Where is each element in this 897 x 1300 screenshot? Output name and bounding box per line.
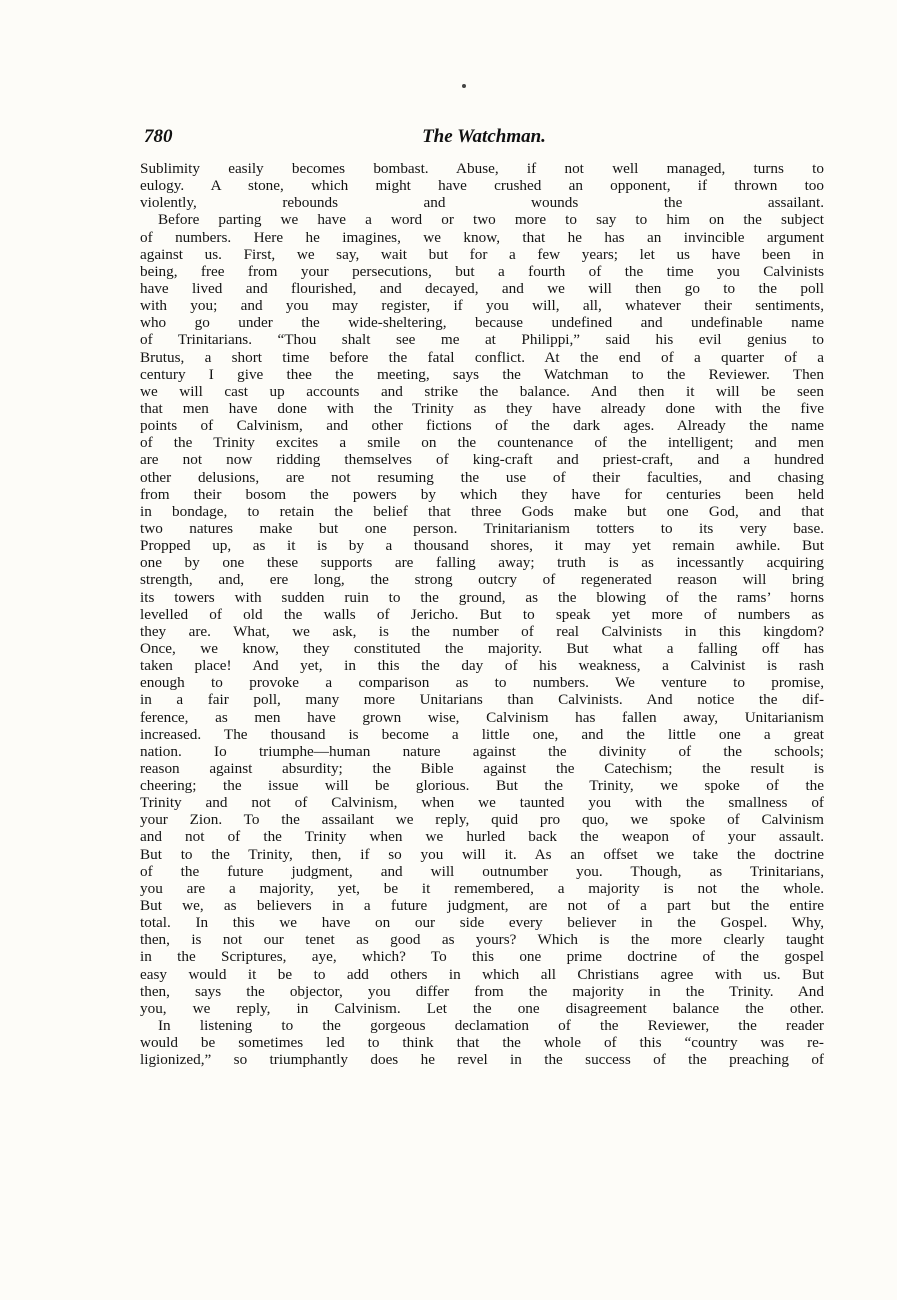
text-line: ference, as men have grown wise, Calvinism has fallen away, Unitarianism: [140, 708, 824, 726]
text-line: Trinity and not of Calvinism, when we taunted you with the smallness of: [140, 794, 824, 812]
text-line: But we, as believers in a future judgment, are not of a part but the entire: [140, 897, 824, 915]
text-line: of numbers. Here he imagines, we know, that he has an invincible argument: [140, 228, 824, 246]
text-line: Brutus, a short time before the fatal conflict. At the end of a quarter of a: [140, 348, 824, 366]
text-line: eulogy. A stone, which might have crushed an opponent, if thrown too: [140, 177, 824, 195]
text-line: have lived and flourished, and decayed, and we will then go to the poll: [140, 279, 824, 297]
text-line: they are. What, we ask, is the number of real Calvinists in this kingdom?: [140, 622, 824, 640]
text-line: your Zion. To the assailant we reply, quid pro quo, we spoke of Calvinism: [140, 811, 824, 829]
text-line: two natures make but one person. Trinitarianism totters to its very base.: [140, 519, 824, 537]
text-line: increased. The thousand is become a little one, and the little one a great: [140, 725, 824, 743]
text-line: easy would it be to add others in which all Christians agree with us. But: [140, 965, 824, 983]
text-line: other delusions, are not resuming the use of their faculties, and chasing: [140, 468, 824, 486]
text-line: we will cast up accounts and strike the balance. And then it will be seen: [140, 382, 824, 400]
text-line: of Trinitarians. “Thou shalt see me at Philippi,” said his evil genius to: [140, 331, 824, 349]
text-line: total. In this we have on our side every believer in the Gospel. Why,: [140, 914, 824, 932]
text-line: Sublimity easily becomes bombast. Abuse, if not well managed, turns to: [140, 160, 824, 177]
text-line: century I give thee the meeting, says the Watchman to the Reviewer. Then: [140, 365, 824, 383]
text-line: in the Scriptures, aye, which? To this one prime doctrine of the gospel: [140, 948, 824, 966]
text-line: in a fair poll, many more Unitarians than Calvinists. And notice the dif-: [140, 691, 824, 709]
text-line: who go under the wide-sheltering, because undefined and undefinable name: [140, 314, 824, 332]
text-line: reason against absurdity; the Bible against the Catechism; the result is: [140, 759, 824, 777]
text-line: then, says the objector, you differ from the majority in the Trinity. And: [140, 982, 824, 1000]
text-line: Propped up, as it is by a thousand shores, it may yet remain awhile. But: [140, 537, 824, 555]
text-line: In listening to the gorgeous declamation of the Reviewer, the reader: [158, 1017, 824, 1035]
text-line: and not of the Trinity when we hurled back the weapon of your assault.: [140, 828, 824, 846]
body-text: [140, 160, 824, 1068]
text-line: of the Trinity excites a smile on the countenance of the intelligent; and men: [140, 434, 824, 452]
text-line: enough to provoke a comparison as to numbers. We venture to promise,: [140, 674, 824, 692]
text-line: Before parting we have a word or two more to say to him on the subject: [158, 211, 824, 229]
text-line: in bondage, to retain the belief that three Gods make but one God, and that: [140, 502, 824, 520]
text-line: are not now ridding themselves of king-craft and priest-craft, and a hundred: [140, 451, 824, 469]
text-line: that men have done with the Trinity as they have already done with the five: [140, 399, 824, 417]
text-line: with you; and you may register, if you will, all, whatever their sentiments,: [140, 297, 824, 315]
text-line: then, is not our tenet as good as yours? Which is the more clearly taught: [140, 931, 824, 949]
ink-speck: [462, 84, 466, 88]
text-line: violently, rebounds and wounds the assailant.: [140, 194, 824, 212]
text-line: nation. Io triumphe—human nature against the divinity of the schools;: [140, 742, 824, 760]
text-line: of the future judgment, and will outnumber you. Though, as Trinitarians,: [140, 862, 824, 880]
text-line: cheering; the issue will be glorious. But the Trinity, we spoke of the: [140, 777, 824, 795]
text-line: you are a majority, yet, be it remembered, a majority is not the whole.: [140, 879, 824, 897]
text-line: points of Calvinism, and other fictions of the dark ages. Already the name: [140, 417, 824, 435]
text-line: being, free from your persecutions, but a fourth of the time you Calvinists: [140, 262, 824, 280]
text-line: its towers with sudden ruin to the ground, as the blowing of the rams’ horns: [140, 588, 824, 606]
running-head: [144, 126, 824, 154]
text-line: Once, we know, they constituted the majority. But what a falling off has: [140, 639, 824, 657]
page-number: 780: [144, 126, 173, 147]
text-line: against us. First, we say, wait but for a few years; let us have been in: [140, 245, 824, 263]
text-line: ligionized,” so triumphantly does he revel in the success of the preaching of: [140, 1051, 824, 1069]
text-line: from their bosom the powers by which they have for centuries been held: [140, 485, 824, 503]
text-line: you, we reply, in Calvinism. Let the one disagreement balance the other.: [140, 999, 824, 1017]
text-line: But to the Trinity, then, if so you will it. As an offset we take the doctrine: [140, 845, 824, 863]
running-title: The Watchman.: [422, 126, 546, 147]
text-line: one by one these supports are falling away; truth is as incessantly acquiring: [140, 554, 824, 572]
text-line: would be sometimes led to think that the whole of this “country was re-: [140, 1034, 824, 1052]
text-line: strength, and, ere long, the strong outcry of regenerated reason will bring: [140, 571, 824, 589]
text-line: taken place! And yet, in this the day of his weakness, a Calvinist is rash: [140, 657, 824, 675]
text-line: levelled of old the walls of Jericho. But to speak yet more of numbers as: [140, 605, 824, 623]
